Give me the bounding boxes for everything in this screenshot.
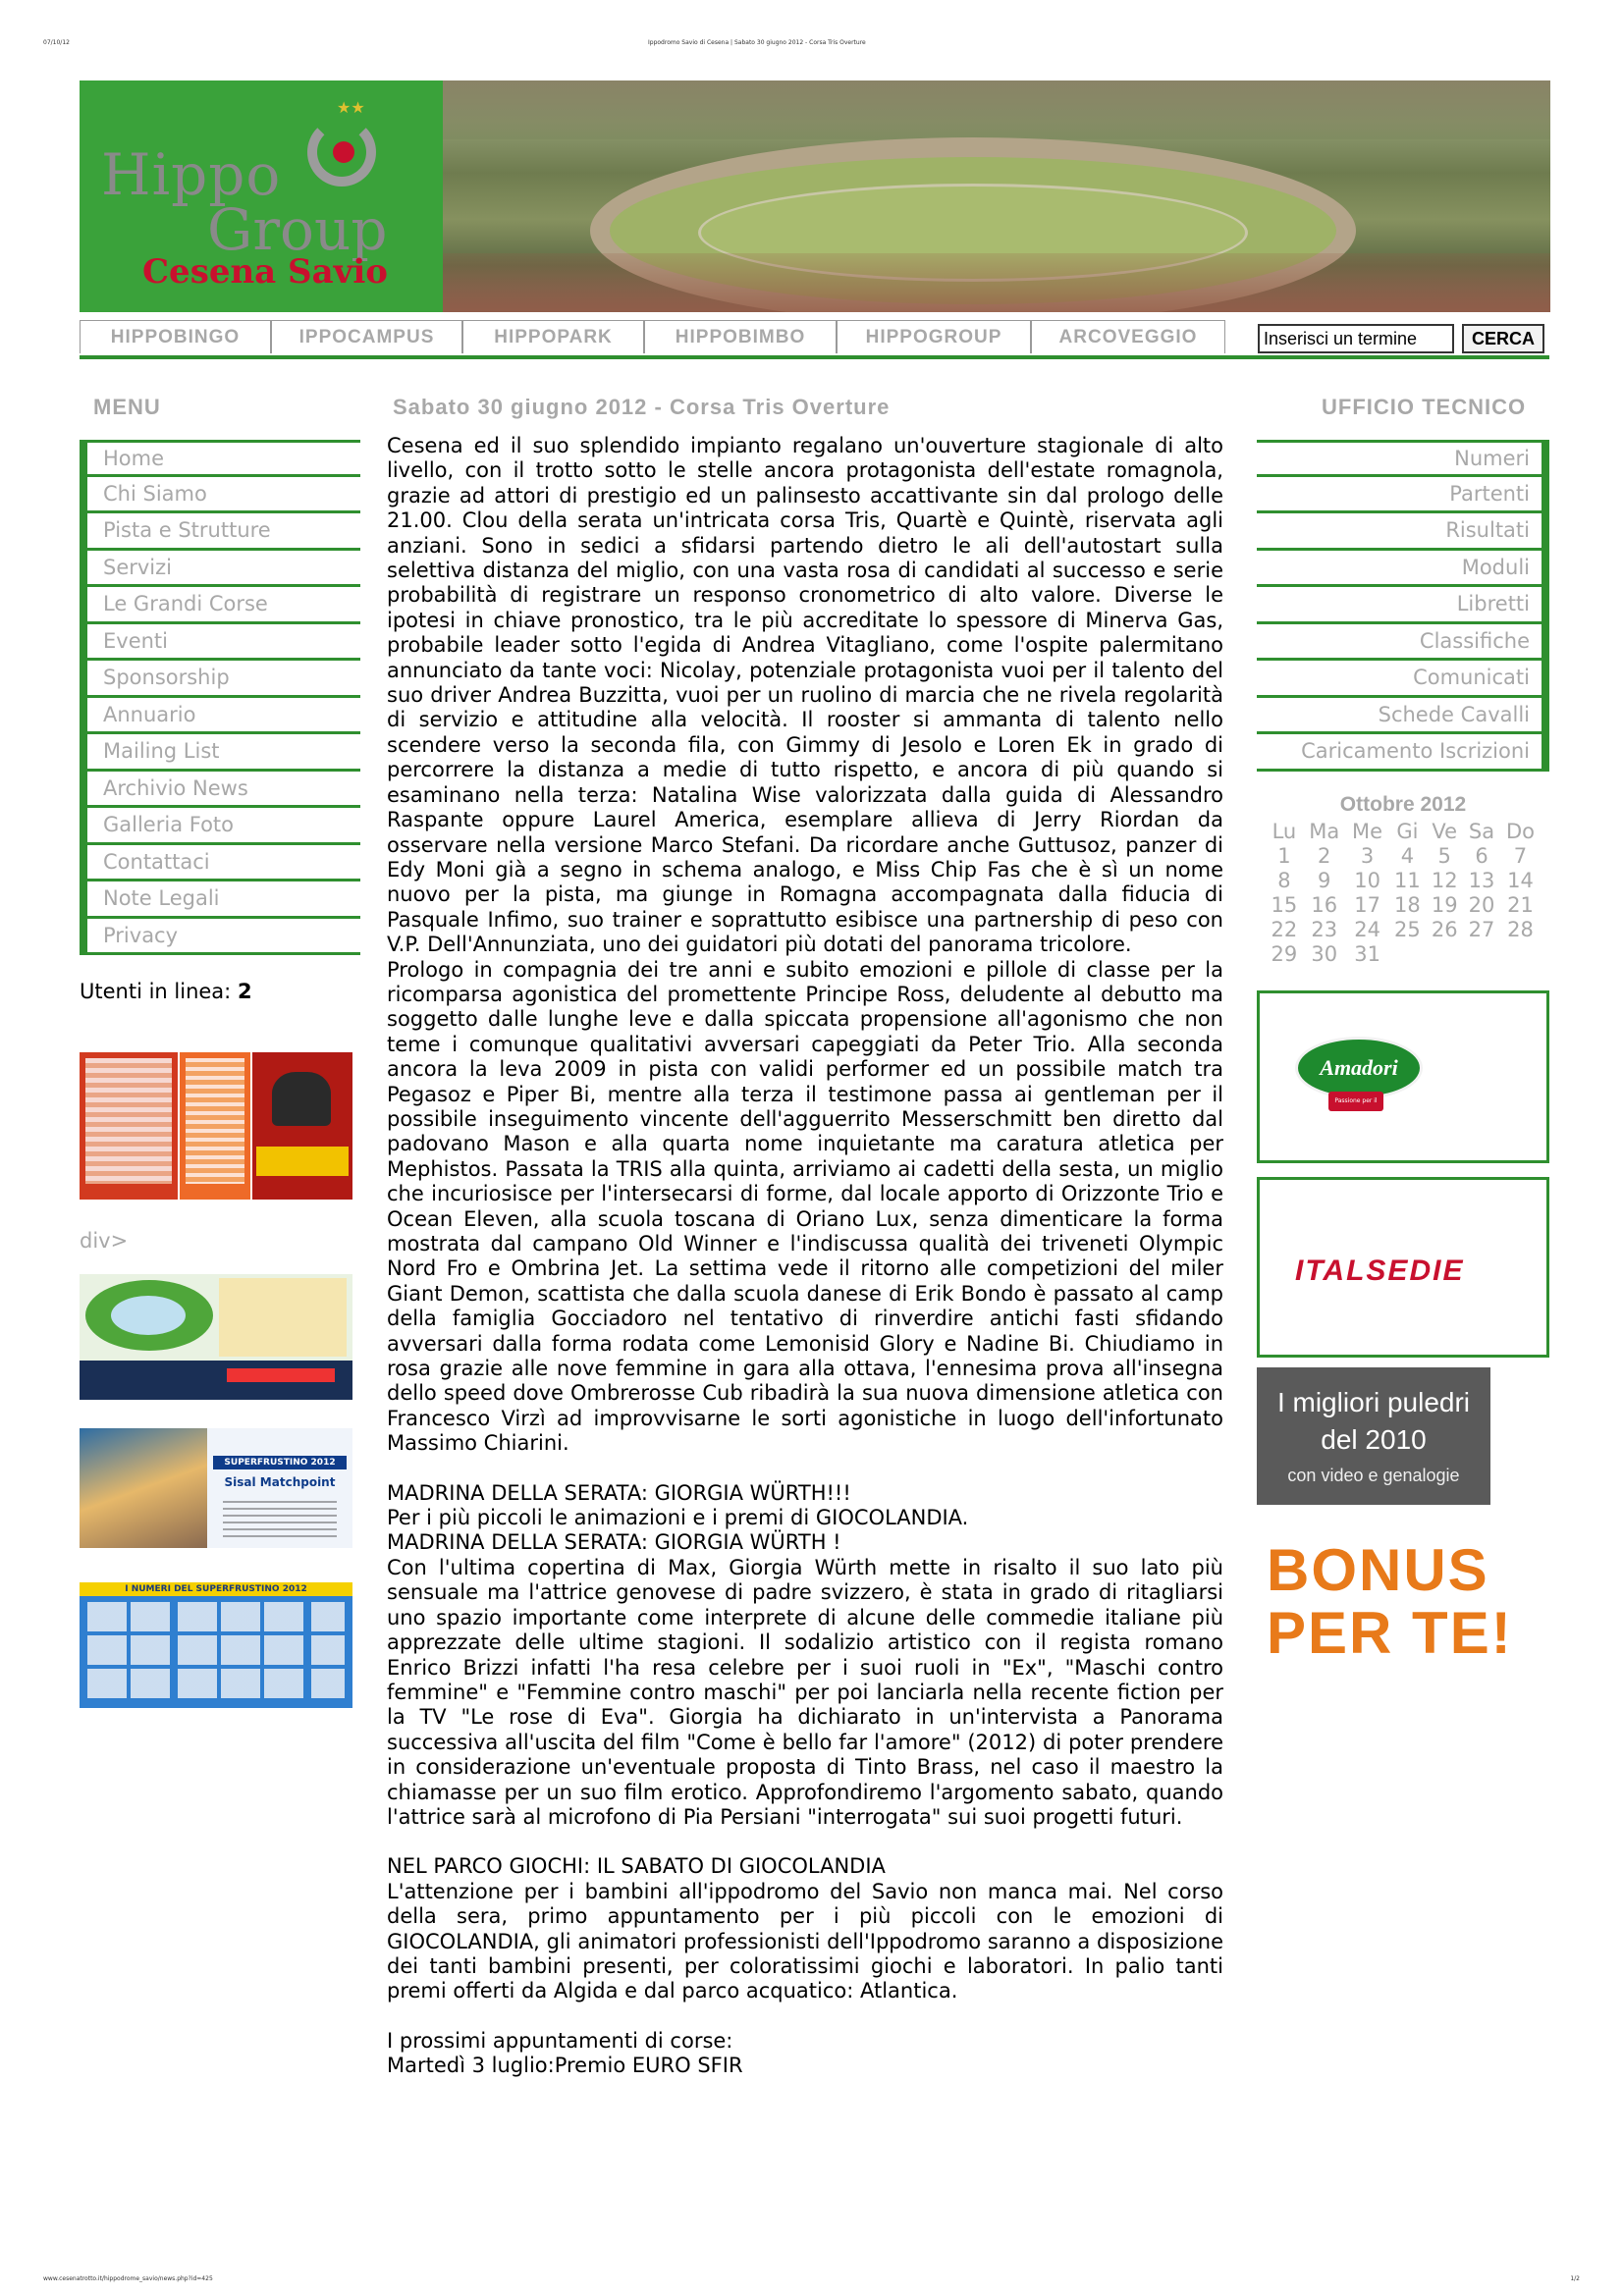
banner-flyer-left xyxy=(80,1052,178,1200)
ufficio-item-classifiche[interactable]: Classifiche xyxy=(1257,624,1549,662)
calendar-day xyxy=(1463,941,1500,966)
banner-flyer-right xyxy=(252,1052,352,1200)
calendar-day[interactable]: 1 xyxy=(1277,843,1291,868)
ufficio-title: UFFICIO TECNICO xyxy=(1322,395,1527,419)
left-menu xyxy=(80,440,360,955)
banner-hippopark[interactable] xyxy=(80,1255,352,1400)
ufficio-item-schede-cavalli[interactable]: Schede Cavalli xyxy=(1257,698,1549,735)
calendar-day[interactable]: 27 xyxy=(1468,917,1495,941)
article-heading: MADRINA DELLA SERATA: GIORGIA WÜRTH!!! xyxy=(387,1480,851,1505)
calendar-day[interactable]: 26 xyxy=(1431,917,1458,941)
article-paragraph: Con l'ultima copertina di Max, Giorgia Würth mette in risalto il suo lato più sensuale ma l'attrice genovese di padre svizzero, è stata in grado di ritagliarsi uno spazio importante come interprete di alcune delle commedie italiane più apprezzate delle ultime stagioni. Il sodalizio artistico con il regista romano Enrico Brizzi infatti l'ha resa celebre per i suoi ruoli in "Ex", "Maschi contro femmine" e "Femmine contro maschi" per poi lanciarla nella recente fiction per la TV "Le rose di Eva". Giorgia ha dichiarato in un'intervista a Panorama successiva all'uscita del film "Come è bello far l'amore" (2012) di poter prendere in considerazione un'eventuale proposta di Tinto Brass, nel caso il maestro la chiamasse per un suo film erotico. Approfondiremo l'argomento sabato, quando l'attrice sarà al microfono di Pia Persiani "interrogata" sui suoi progetti futuri. xyxy=(387,1555,1223,1829)
menu-item-galleria-foto[interactable]: Galleria Foto xyxy=(80,808,360,845)
calendar-title[interactable]: Ottobre 2012 xyxy=(1339,793,1467,816)
ufficio-item-numeri[interactable]: Numeri xyxy=(1257,440,1549,477)
weekday: Gi xyxy=(1396,819,1419,843)
bonus-line2: PER TE! xyxy=(1267,1600,1513,1666)
menu-item-home[interactable]: Home xyxy=(80,440,360,477)
search-input[interactable]: Inserisci un termine xyxy=(1258,324,1454,353)
calendar-day[interactable]: 24 xyxy=(1354,917,1380,941)
spacer xyxy=(387,1830,1223,1854)
banner-numeri-rows xyxy=(87,1602,345,1700)
nav-tab-hippobimbo[interactable]: HIPPOBIMBO xyxy=(644,320,837,353)
calendar-day[interactable]: 29 xyxy=(1271,941,1298,966)
online-users-count: 2 xyxy=(237,980,252,1003)
menu-title: MENU xyxy=(93,395,161,419)
print-page: 1/2 xyxy=(1570,2275,1580,2282)
banner-park-top xyxy=(80,1255,352,1274)
calendar-day xyxy=(1389,941,1427,966)
banner-numeri-title: I NUMERI DEL SUPERFRUSTINO 2012 xyxy=(80,1582,352,1596)
calendar-day[interactable]: 3 xyxy=(1360,843,1375,868)
menu-item-eventi[interactable]: Eventi xyxy=(80,624,360,662)
calendar-day[interactable]: 2 xyxy=(1318,843,1331,868)
search-button[interactable]: CERCA xyxy=(1462,324,1544,353)
online-users xyxy=(80,980,252,1003)
banner-superfrustino[interactable] xyxy=(80,1428,352,1548)
banner-park-footer xyxy=(80,1361,352,1400)
banner-sf-title: SUPERFRUSTINO 2012 xyxy=(213,1456,347,1469)
menu-item-mailing-list[interactable]: Mailing List xyxy=(80,734,360,772)
calendar-day[interactable]: 21 xyxy=(1507,892,1534,917)
ufficio-item-caricamento-iscrizioni[interactable]: Caricamento Iscrizioni xyxy=(1257,734,1549,772)
calendar-day[interactable]: 12 xyxy=(1431,868,1458,892)
article-paragraph: I prossimi appuntamenti di corse: xyxy=(387,2028,733,2053)
menu-item-servizi[interactable]: Servizi xyxy=(80,551,360,588)
bonus-banner[interactable] xyxy=(1267,1539,1532,1665)
calendar-week xyxy=(1266,941,1541,966)
sponsor-puledri[interactable] xyxy=(1257,1367,1490,1505)
calendar-week xyxy=(1266,843,1541,868)
site-header xyxy=(80,80,1550,312)
weekday: Sa xyxy=(1468,819,1495,843)
nav-tab-hippopark[interactable]: HIPPOPARK xyxy=(462,320,644,353)
logo-line2: Group xyxy=(207,196,388,263)
banner-flyer-middle xyxy=(180,1052,250,1200)
bonus-line1: BONUS xyxy=(1267,1537,1489,1603)
menu-item-note-legali[interactable]: Note Legali xyxy=(80,881,360,919)
spacer xyxy=(387,2004,1223,2029)
amadori-logo xyxy=(1295,1037,1423,1099)
ufficio-item-risultati[interactable]: Risultati xyxy=(1257,513,1549,551)
banner-numeri-superfrustino[interactable] xyxy=(80,1582,352,1708)
ufficio-item-libretti[interactable]: Libretti xyxy=(1257,587,1549,624)
calendar-day[interactable]: 9 xyxy=(1318,868,1331,892)
site-logo[interactable] xyxy=(80,80,443,312)
logo-line1: Hippo xyxy=(101,141,282,208)
racetrack-photo xyxy=(443,80,1550,312)
calendar xyxy=(1266,793,1541,966)
nav-tab-hippobingo[interactable]: HIPPOBINGO xyxy=(80,320,271,353)
banner-programma[interactable] xyxy=(80,1052,352,1200)
calendar-day[interactable]: 5 xyxy=(1437,843,1451,868)
banner-sf-text xyxy=(223,1501,337,1540)
banner-park-info xyxy=(219,1278,347,1357)
article-heading: MADRINA DELLA SERATA: GIORGIA WÜRTH ! xyxy=(387,1530,841,1555)
calendar-day[interactable]: 30 xyxy=(1311,941,1338,966)
print-title: Ippodromo Savio di Cesena | Sabato 30 giugno 2012 - Corsa Tris Overture xyxy=(648,39,866,46)
calendar-day[interactable]: 17 xyxy=(1354,892,1380,917)
menu-item-pista[interactable]: Pista e Strutture xyxy=(80,513,360,551)
calendar-day[interactable]: 13 xyxy=(1468,868,1495,892)
weekday: Ma xyxy=(1309,819,1340,843)
ufficio-item-partenti[interactable]: Partenti xyxy=(1257,477,1549,514)
menu-item-contattaci[interactable]: Contattaci xyxy=(80,845,360,882)
calendar-day[interactable]: 16 xyxy=(1311,892,1338,917)
calendar-day[interactable]: 8 xyxy=(1277,868,1291,892)
calendar-day[interactable]: 18 xyxy=(1394,892,1421,917)
sponsor-amadori[interactable] xyxy=(1257,990,1549,1163)
online-users-label: Utenti in linea: xyxy=(80,980,232,1003)
weekday: Lu xyxy=(1271,819,1297,843)
calendar-day[interactable]: 6 xyxy=(1475,843,1488,868)
menu-item-grandi-corse[interactable]: Le Grandi Corse xyxy=(80,587,360,624)
calendar-week xyxy=(1266,917,1541,941)
calendar-day xyxy=(1500,941,1541,966)
sponsor-italsedie[interactable] xyxy=(1257,1177,1549,1358)
article-title: Sabato 30 giugno 2012 - Corsa Tris Overture xyxy=(393,395,891,419)
calendar-day[interactable]: 15 xyxy=(1271,892,1298,917)
photo-roofs xyxy=(443,253,1550,312)
ufficio-menu xyxy=(1257,440,1549,772)
article-paragraph: Martedì 3 luglio:Premio EURO SFIR xyxy=(387,2054,743,2078)
calendar-day[interactable]: 19 xyxy=(1431,892,1458,917)
article-paragraph: L'attenzione per i bambini all'ippodromo del Savio non manca mai. Nel corso della sera, primo appuntamento per i più piccoli con le emozioni di GIOCOLANDIA, gli animatori professionisti dell'Ippodromo saranno a disposizione dei tanti bambini presenti, per coloratissimi giochi e laboratori. In palio tanti premi offerti da Algida e dal parco acquatico: Atlantica. xyxy=(387,1879,1223,2003)
article-paragraph: Per i più piccoli le animazioni e i premi di GIOCOLANDIA. xyxy=(387,1506,969,1530)
calendar-weekdays xyxy=(1266,819,1541,843)
div-label: div> xyxy=(80,1229,129,1253)
menu-item-archivio-news[interactable]: Archivio News xyxy=(80,772,360,809)
print-date: 07/10/12 xyxy=(43,39,70,46)
calendar-day[interactable]: 10 xyxy=(1354,868,1380,892)
banner-sf-photo xyxy=(80,1428,207,1548)
calendar-day[interactable]: 20 xyxy=(1468,892,1495,917)
weekday: Ve xyxy=(1432,819,1458,843)
calendar-grid xyxy=(1266,819,1541,966)
ufficio-item-moduli[interactable]: Moduli xyxy=(1257,551,1549,588)
article-body xyxy=(387,434,1223,2079)
puledri-line1: I migliori puledri xyxy=(1276,1387,1471,1417)
menu-item-privacy[interactable]: Privacy xyxy=(80,919,360,956)
amadori-logo-text: Amadori xyxy=(1320,1055,1398,1080)
logo-dot xyxy=(333,141,354,163)
puledri-line3: con video e genalogie xyxy=(1287,1466,1460,1485)
calendar-day[interactable]: 11 xyxy=(1394,868,1421,892)
ufficio-item-comunicati[interactable]: Comunicati xyxy=(1257,661,1549,698)
logo-line3: Cesena Savio xyxy=(142,252,388,292)
puledri-line2: del 2010 xyxy=(1321,1424,1427,1455)
nav-tab-ippocampus[interactable]: IPPOCAMPUS xyxy=(271,320,462,353)
italsedie-logo: ITALSEDIE xyxy=(1295,1255,1465,1287)
photo-city xyxy=(443,80,1550,139)
calendar-day xyxy=(1426,941,1463,966)
calendar-day[interactable]: 23 xyxy=(1311,917,1338,941)
menu-item-sponsorship[interactable]: Sponsorship xyxy=(80,661,360,698)
menu-item-chi-siamo[interactable]: Chi Siamo xyxy=(80,477,360,514)
weekday: Do xyxy=(1505,819,1535,843)
calendar-day[interactable]: 7 xyxy=(1513,843,1528,868)
article-heading: NEL PARCO GIOCHI: IL SABATO DI GIOCOLANDIA xyxy=(387,1854,886,1879)
article-paragraph: Prologo in compagnia dei tre anni e subito emozioni e pillole di classe per la ricomparsa agonistica del promettente Principe Ross, deludente al debutto ma soggetto dalle lunghe leve e dalla spiccata propensione all'agonismo che non teme i comunque qualitativi avversari capeggiati da Peter Trio. Alla seconda ancora la leva 2009 in pista con validi performer ed un possibile match tra Pegasoz e Piper Bi, mentre alla terza il testimone passa ai gentleman per il possibile inseguimento vincente dell'agguerrito Messerschmitt ben diretto dal padovano Mason e alla quarta nome inquietante ma caratura atletica per Mephistos. Passata la TRIS alla quinta, arriviamo ai cadetti della sesta, un miglio che incuriosisce per l'intersecarsi di forme, dal locale apporto di Orizzonte Trio e Ocean Eleven, alla scuola toscana di Oriano Lux, senza dimenticare la forma mostrata dal campano Old Winner e l'indiscussa qualità dei triveneti Olympic Nord Fro e Ombrina Jet. La settima vede il ritorno alle competizioni del miler Giant Demon, scattista che dalla scuola danese di Erik Bondo è passato al camp della famiglia Gocciadoro nel tentativo di rinverdire antichi fasti sfidando avversari dalla forma rodata come Lemonisid Glory e Nadine Bi. Chiudiamo in rosa grazie alle nove femmine in gara alla ottava, l'ennesima prova all'insegna dello speed dove Ombrerosse Cub ribadirà la sua nuova dimensione atletica con Francesco Virzì ad improvvisarne le sorti agonistiche in luogo dell'infortunato Massimo Chiarini. xyxy=(387,957,1223,1456)
calendar-day[interactable]: 4 xyxy=(1400,843,1415,868)
banner-park-map xyxy=(85,1280,213,1351)
banner-sf-brand: Sisal Matchpoint xyxy=(224,1475,336,1489)
spacer xyxy=(387,1457,1223,1481)
nav-tab-hippogroup[interactable]: HIPPOGROUP xyxy=(837,320,1031,353)
amadori-tag: Passione per il gusto xyxy=(1328,1092,1383,1111)
nav-tab-arcoveggio[interactable]: ARCOVEGGIO xyxy=(1031,320,1225,353)
calendar-week xyxy=(1266,892,1541,917)
article-paragraph: Cesena ed il suo splendido impianto regalano un'ouverture stagionale di alto livello, con il trotto sotto le stelle ancora protagonista dell'estate romagnola, grazie ad attori di prestigio ed un palinsesto accattivante sin dal prologo delle 21.00. Clou della serata un'intricata corsa Tris, Quartè e Quintè, riservata agli anziani. Sono in sedici a sfidarsi partendo dietro le ali dell'autostart sulla selettiva distanza del miglio, con una vasta rosa di candidati al successo e serie probabilità di registrare un responso cronometrico di alto valore. Diverse le ipotesi in chiave pronostico, tra le più accreditate lo spessore di Minerva Gas, probabile leader sotto l'egida di Andrea Vitagliano, come l'ospite palermitano annunciato da tante voci: Nicolay, potenziale protagonista vuoi per il talento del suo driver Andrea Buzzitta, vuoi per un ruolino di marcia che ne rivela regolarità di servizio e attitudine alla velocità. Il rooster si ammanta di talento nello scendere verso la seconda fila, con Gimmy di Jesolo e Loren Ek in grado di percorrere la distanza a medie di tutto rispetto, e ancora di più quando si esaminano nella terza: Natalina Wise valorizzata dalla guida di Alessandro Raspante oppure Laurel America, esemplare allieva di Jerry Riordan da osservare nella versione Marco Stefani. Da ricordare anche Guttusoz, panzer di Edy Moni già a segno in schema analogo, e Miss Chip Fas che è sì un nome nuovo per la pista, ma giunge in Romagna accompagnata dalla fiducia di Pasquale Infimo, suo trainer e soprattutto esibisce una partnership di peso con V.P. Dell'Annunziata, uno dei guidatori più dotati del panorama tricolore. xyxy=(387,434,1223,957)
calendar-day[interactable]: 28 xyxy=(1507,917,1534,941)
weekday: Me xyxy=(1352,819,1383,843)
menu-item-annuario[interactable]: Annuario xyxy=(80,698,360,735)
stars-icon: ★★ xyxy=(337,98,365,117)
calendar-day[interactable]: 22 xyxy=(1271,917,1298,941)
calendar-day[interactable]: 31 xyxy=(1354,941,1380,966)
calendar-day[interactable]: 25 xyxy=(1394,917,1421,941)
calendar-day[interactable]: 14 xyxy=(1507,868,1534,892)
calendar-week xyxy=(1266,868,1541,892)
print-url: www.cesenatrotto.it/hippodrome_savio/news.php?id=425 xyxy=(43,2275,213,2282)
